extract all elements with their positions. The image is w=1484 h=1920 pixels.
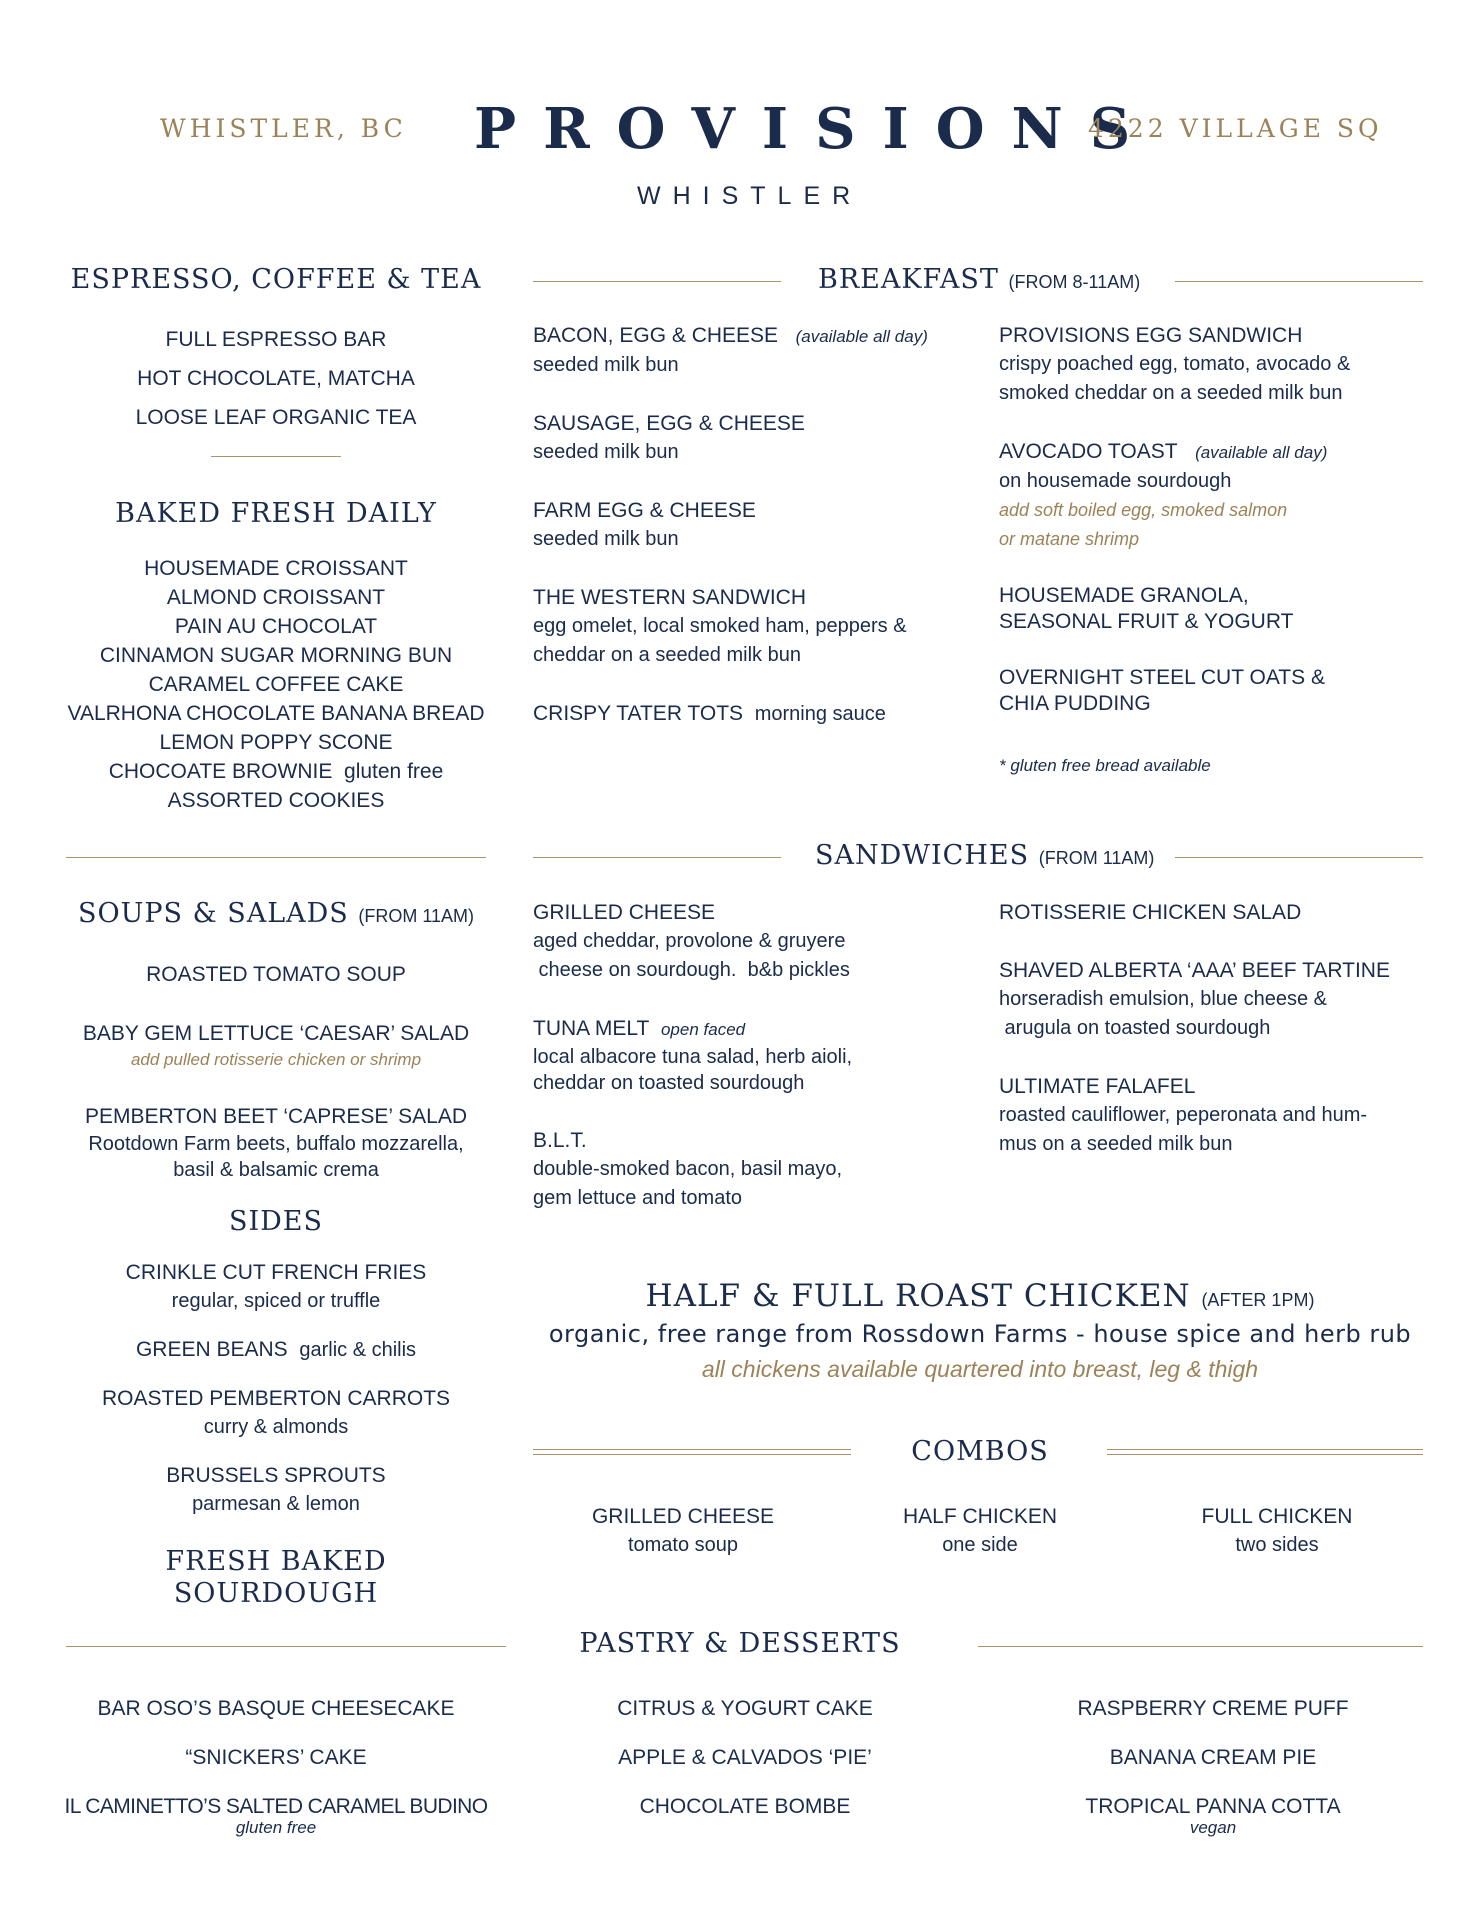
item-addon: add pulled rotisserie chicken or shrimp xyxy=(130,1050,422,1069)
item-addon: add soft boiled egg, smoked salmon xyxy=(999,500,1288,520)
menu-item: BRUSSELS SPROUTS xyxy=(166,1464,386,1487)
baked-item: LEMON POPPY SCONE xyxy=(159,731,393,754)
divider xyxy=(533,281,781,282)
dessert-item: APPLE & CALVADOS ‘PIE’ xyxy=(618,1746,872,1769)
combos-title: COMBOS xyxy=(911,1436,1049,1467)
item-desc: egg omelet, local smoked ham, peppers & xyxy=(533,615,907,637)
baked-item xyxy=(56,757,496,786)
menu-item: ROASTED TOMATO SOUP xyxy=(146,963,406,986)
chicken-note: all chickens available quartered into breast, leg & thigh xyxy=(701,1356,1259,1382)
combo-name: HALF CHICKEN xyxy=(902,1505,1058,1528)
breakfast-time: (FROM 8-11AM) xyxy=(1008,272,1141,292)
sandwiches-left xyxy=(533,898,973,1213)
espresso-list xyxy=(66,320,486,437)
menu-item xyxy=(533,321,973,351)
menu-item: BABY GEM LETTUCE ‘CAESAR’ SALAD xyxy=(82,1022,470,1045)
header-address: 4222 VILLAGE SQ xyxy=(1088,114,1383,143)
menu-item: B.L.T. xyxy=(533,1129,587,1152)
item-name: TUNA MELT xyxy=(533,1017,650,1040)
breakfast-left xyxy=(533,321,973,729)
item-desc: cheddar on a seeded milk bun xyxy=(533,644,801,666)
menu-item: PEMBERTON BEET ‘CAPRESE’ SALAD xyxy=(84,1105,467,1128)
item-desc: seeded milk bun xyxy=(533,528,679,550)
desserts-col1 xyxy=(56,1697,496,1837)
item-desc: morning sauce xyxy=(754,703,886,725)
item-name: AVOCADO TOAST xyxy=(999,440,1178,463)
chicken-time: (AFTER 1PM) xyxy=(1201,1290,1315,1310)
item-desc: on housemade sourdough xyxy=(999,470,1232,492)
chicken-title-text: HALF & FULL ROAST CHICKEN xyxy=(645,1278,1191,1314)
combo-desc: two sides xyxy=(1235,1534,1319,1556)
item-desc: crispy poached egg, tomato, avocado & xyxy=(999,353,1351,375)
sandwiches-title xyxy=(815,840,1154,871)
chicken-title xyxy=(520,1278,1440,1314)
chicken-section xyxy=(520,1278,1440,1383)
item-name: CRISPY TATER TOTS xyxy=(533,702,744,725)
item-name: GREEN BEANS xyxy=(135,1338,288,1361)
item-desc: garlic & chilis xyxy=(299,1339,417,1361)
item-tag: open faced xyxy=(660,1020,746,1039)
desserts-col3 xyxy=(993,1697,1433,1837)
item-desc: roasted cauliflower, peperonata and hum- xyxy=(999,1104,1368,1126)
item-desc: Rootdown Farm beets, buffalo mozzarella, xyxy=(88,1133,464,1155)
item-desc: double-smoked bacon, basil mayo, xyxy=(533,1158,843,1180)
divider xyxy=(533,857,781,858)
divider xyxy=(1175,281,1423,282)
item-desc: parmesan & lemon xyxy=(192,1493,360,1515)
item-addon: or matane shrimp xyxy=(999,529,1140,549)
item-desc: curry & almonds xyxy=(203,1416,349,1438)
menu-item: OVERNIGHT STEEL CUT OATS & xyxy=(999,666,1325,689)
item-desc: seeded milk bun xyxy=(533,441,679,463)
menu-item: CRINKLE CUT FRENCH FRIES xyxy=(125,1261,427,1284)
combo-item xyxy=(830,1502,1130,1560)
dessert-item: CHOCOLATE BOMBE xyxy=(639,1795,851,1818)
baked-item: HOUSEMADE CROISSANT xyxy=(144,557,408,580)
dessert-item: BANANA CREAM PIE xyxy=(1109,1746,1317,1769)
menu-item: ULTIMATE FALAFEL xyxy=(999,1075,1196,1098)
espresso-item: HOT CHOCOLATE, MATCHA xyxy=(137,367,415,390)
espresso-title: ESPRESSO, COFFEE & TEA xyxy=(70,264,482,295)
header-location: WHISTLER, BC xyxy=(160,114,407,143)
menu-item: PROVISIONS EGG SANDWICH xyxy=(999,324,1303,347)
sandwiches-title-text: SANDWICHES xyxy=(815,840,1030,871)
menu-item xyxy=(533,699,973,729)
desserts-col2 xyxy=(525,1697,965,1819)
divider xyxy=(978,1646,1423,1647)
item-tag: (available all day) xyxy=(795,327,928,346)
soups-title-text: SOUPS & SALADS xyxy=(77,898,349,929)
menu-item xyxy=(533,1014,973,1044)
sides-list xyxy=(56,1258,496,1519)
chicken-sub: organic, free range from Rossdown Farms - house spice and herb rub xyxy=(548,1320,1412,1348)
divider xyxy=(211,456,341,457)
desserts-title: PASTRY & DESSERTS xyxy=(579,1628,901,1659)
soups-time: (FROM 11AM) xyxy=(358,906,475,926)
item-tag: (available all day) xyxy=(1195,443,1328,462)
dessert-item: TROPICAL PANNA COTTA xyxy=(1085,1795,1341,1818)
item-desc: basil & balsamic crema xyxy=(173,1159,379,1181)
item-desc: aged cheddar, provolone & gruyere xyxy=(533,930,846,952)
baked-item: CARAMEL COFFEE CAKE xyxy=(148,673,404,696)
menu-item: THE WESTERN SANDWICH xyxy=(533,586,806,609)
espresso-item: LOOSE LEAF ORGANIC TEA xyxy=(135,406,417,429)
item-desc: seeded milk bun xyxy=(533,354,679,376)
item-desc: gem lettuce and tomato xyxy=(533,1187,743,1209)
item-desc: horseradish emulsion, blue cheese & xyxy=(999,988,1327,1010)
dessert-note: vegan xyxy=(1189,1818,1237,1837)
item-desc: arugula on toasted sourdough xyxy=(999,1017,1271,1039)
item-desc: cheese on sourdough. b&b pickles xyxy=(533,959,850,981)
menu-item: ROASTED PEMBERTON CARROTS xyxy=(101,1387,451,1410)
brand-subtitle: WHISTLER xyxy=(637,182,863,210)
divider xyxy=(66,857,486,858)
breakfast-title-text: BREAKFAST xyxy=(818,264,999,295)
baked-title: BAKED FRESH DAILY xyxy=(115,498,437,529)
menu-item: CHIA PUDDING xyxy=(999,692,1151,715)
baked-item: PAIN AU CHOCOLAT xyxy=(174,615,378,638)
baked-item: ASSORTED COOKIES xyxy=(167,789,385,812)
combo-item xyxy=(1127,1502,1427,1560)
menu-item: SEASONAL FRUIT & YOGURT xyxy=(999,610,1294,633)
menu-item xyxy=(56,1335,496,1365)
brownie-name: CHOCOATE BROWNIE xyxy=(108,760,333,783)
footnote: * gluten free bread available xyxy=(999,756,1211,775)
espresso-item: FULL ESPRESSO BAR xyxy=(165,328,387,351)
menu-item: GRILLED CHEESE xyxy=(533,901,716,924)
brand-logo: PROVISIONS xyxy=(474,96,1158,162)
breakfast-right xyxy=(999,321,1439,779)
menu-item: SHAVED ALBERTA ‘AAA’ BEEF TARTINE xyxy=(999,959,1390,982)
combo-desc: one side xyxy=(942,1534,1018,1556)
menu-item: ROTISSERIE CHICKEN SALAD xyxy=(999,901,1302,924)
combo-desc: tomato soup xyxy=(627,1534,739,1556)
item-desc: mus on a seeded milk bun xyxy=(999,1133,1233,1155)
item-desc: cheddar on toasted sourdough xyxy=(533,1072,805,1094)
menu-item: SAUSAGE, EGG & CHEESE xyxy=(533,412,805,435)
combo-name: GRILLED CHEESE xyxy=(591,1505,775,1528)
combo-item xyxy=(533,1502,833,1560)
dessert-note: gluten free xyxy=(235,1818,317,1837)
menu-item: HOUSEMADE GRANOLA, xyxy=(999,584,1249,607)
dessert-item: BAR OSO’S BASQUE CHEESECAKE xyxy=(97,1697,455,1720)
dessert-item: “SNICKERS’ CAKE xyxy=(185,1746,367,1769)
divider xyxy=(66,1646,506,1647)
dessert-item: CITRUS & YOGURT CAKE xyxy=(617,1697,873,1720)
dessert-item: IL CAMINETTO’S SALTED CARAMEL BUDINO xyxy=(64,1795,488,1818)
sourdough-line: FRESH BAKED xyxy=(165,1546,387,1577)
sandwiches-right xyxy=(999,898,1439,1159)
soups-title xyxy=(66,898,486,929)
brownie-note: gluten free xyxy=(344,760,444,783)
sides-title: SIDES xyxy=(228,1206,323,1237)
item-desc: regular, spiced or truffle xyxy=(171,1290,381,1312)
dessert-item: RASPBERRY CREME PUFF xyxy=(1077,1697,1349,1720)
baked-list xyxy=(56,554,496,815)
divider xyxy=(1175,857,1423,858)
sourdough-line: SOURDOUGH xyxy=(173,1578,379,1609)
sandwiches-time: (FROM 11AM) xyxy=(1038,848,1155,868)
combo-name: FULL CHICKEN xyxy=(1201,1505,1353,1528)
divider xyxy=(1107,1449,1423,1455)
baked-item: ALMOND CROISSANT xyxy=(166,586,386,609)
item-name: BACON, EGG & CHEESE xyxy=(533,324,779,347)
sourdough-title xyxy=(66,1546,486,1610)
menu-item xyxy=(999,437,1439,467)
baked-item: CINNAMON SUGAR MORNING BUN xyxy=(99,644,453,667)
divider xyxy=(533,1449,851,1455)
item-desc: smoked cheddar on a seeded milk bun xyxy=(999,382,1343,404)
soups-list xyxy=(56,960,496,1183)
breakfast-title xyxy=(818,264,1140,295)
baked-item: VALRHONA CHOCOLATE BANANA BREAD xyxy=(67,702,485,725)
menu-item: FARM EGG & CHEESE xyxy=(533,499,756,522)
item-desc: local albacore tuna salad, herb aioli, xyxy=(533,1046,853,1068)
